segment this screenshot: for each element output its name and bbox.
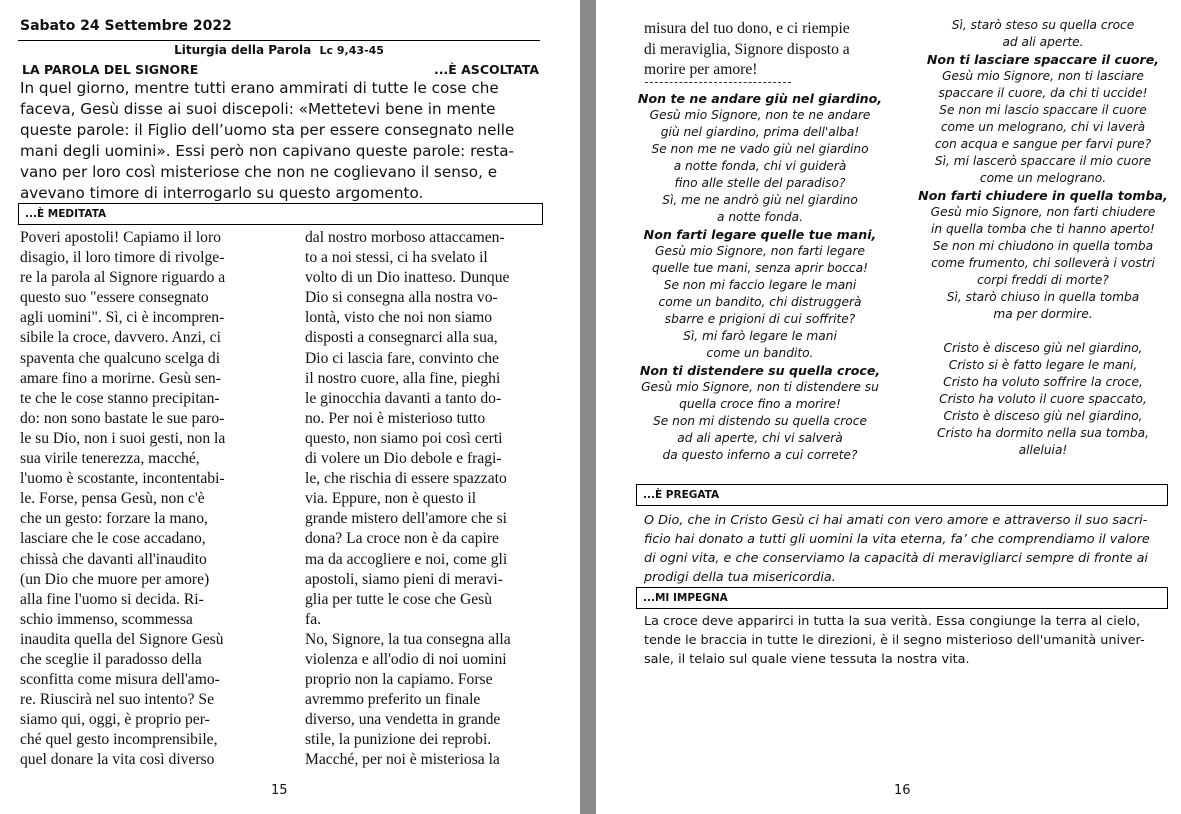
meditation-line: le, che rischia di essere spazzato [305, 470, 507, 488]
meditation-line: le su Dio, non i suoi gesti, non la [20, 429, 226, 447]
poem-line: Sì, mi farò legare le mani [683, 329, 837, 343]
poem-line: quelle tue mani, senza aprir bocca! [652, 261, 868, 275]
prayer-line: O Dio, che in Cristo Gesù ci hai amati con vero amore e attraverso il suo sacri- [644, 513, 1148, 528]
meditation-line: sua virile tenerezza, macché, [20, 450, 200, 468]
poem-line: ad ali aperte, chi vi salverà [677, 431, 843, 445]
meditation-line: lasciare che le cose accadano, [20, 530, 206, 548]
meditation-line: amare fino a morirne. Gesù sen- [20, 369, 221, 387]
poem-line: Gesù mio Signore, non ti distendere su [641, 380, 879, 394]
meditation-line: re. Riuscirà nel suo intento? Se [20, 691, 215, 709]
meditation-line: inaudita quella del Signore Gesù [20, 630, 224, 648]
meditation-line: di volere un Dio debole e fragi- [305, 450, 502, 468]
meditation-line: no. Per noi è misterioso tutto [305, 409, 486, 427]
liturgia-title [18, 43, 540, 57]
poem-line: sbarre e prigioni di cui soffrite? [664, 312, 856, 326]
meditation-line: il nostro cuore, alla fine, pieghi [305, 369, 501, 387]
meditation-line: Poveri apostoli! Capiamo il loro [20, 229, 221, 246]
gospel-line: In quel giorno, mentre tutti erano ammirati di tutte le cose che [20, 79, 499, 97]
poem-line: corpi freddi di morte? [977, 273, 1109, 287]
poem-line: Gesù mio Signore, non farti chiudere [930, 205, 1156, 219]
meditation-line: apostoli, siamo pieni di meravi- [305, 570, 503, 588]
gospel-reference: Lc 9,43-45 [319, 44, 384, 57]
poem-line: Non farti chiudere in quella tomba, [918, 188, 1168, 203]
poem-line: spaccare il cuore, da chi ti uccide! [938, 86, 1148, 100]
meditation-line: disagio, il loro timore di rivolge- [20, 249, 225, 267]
poem-line: Cristo ha voluto soffrire la croce, [943, 375, 1143, 389]
meditation-line: che un gesto: forzare la mano, [20, 510, 208, 528]
commitment-line: sale, il telaio sul quale viene tessuta la nostra vita. [644, 652, 970, 667]
poem-line: Se non mi distendo su quella croce [653, 414, 867, 428]
prayer-text [644, 511, 1164, 587]
gospel-text [20, 78, 540, 204]
meditation-line: che sceglie il paradosso della [20, 650, 202, 668]
poem-line: come un bandito. [706, 346, 814, 360]
poem-line: ad ali aperte. [1002, 35, 1084, 49]
poem-line: Gesù mio Signore, non ti lasciare [942, 69, 1144, 83]
poem-line: Cristo si è fatto legare le mani, [948, 358, 1138, 372]
poem-line: Cristo ha voluto il cuore spaccato, [939, 392, 1147, 406]
poem-line: a notte fonda. [716, 210, 803, 224]
gospel-line: vano per loro così misteriose che non ne coglievano il senso, e [20, 163, 498, 181]
parola-label: LA PAROLA DEL SIGNORE [22, 62, 199, 77]
date-header: Sabato 24 Settembre 2022 [20, 18, 232, 34]
pregata-heading: ...È PREGATA [636, 484, 1168, 506]
poem-line: come un melograno. [979, 171, 1107, 185]
poem-line: Sì, starò chiuso in quella tomba [946, 290, 1140, 304]
meditation-column-2 [305, 228, 537, 771]
meditation-line: siamo qui, oggi, è proprio per- [20, 711, 210, 729]
meditation-line: Dio ci lascia fare, convinto che [305, 349, 499, 367]
meditation-line: questo, non siamo poi così certi [305, 429, 503, 447]
poem-line: Cristo è disceso giù nel giardino, [943, 409, 1143, 423]
poem-line: Non farti legare quelle tue mani, [643, 227, 877, 242]
meditation-line: ma da accogliere e noi, come gli [305, 550, 508, 568]
meditation-line: glia per tutte le cose che Gesù [305, 590, 493, 608]
page-number-right: 16 [894, 783, 911, 798]
meditation-line: fa. [305, 610, 322, 628]
liturgia-label: Liturgia della Parola [174, 43, 312, 57]
poem-line: come un melograno, chi vi laverà [940, 120, 1146, 134]
left-page [0, 0, 580, 814]
meditation-line: chissà che davanti all'inaudito [20, 550, 207, 568]
header-rule [18, 40, 540, 41]
prayer-line: prodigi della tua misericordia. [644, 570, 836, 585]
poem-line: Sì, mi lascerò spaccare il mio cuore [934, 154, 1152, 168]
meditation-line: spaventa che qualcuno scelga di [20, 349, 221, 367]
meditation-line: le. Forse, pensa Gesù, non c'è [20, 490, 205, 508]
meditation-line: to a noi stessi, ci ha svelato il [305, 249, 488, 267]
poem-line: Non te ne andare giù nel giardino, [637, 91, 883, 106]
meditation-line: dal nostro morboso attaccamen- [305, 229, 505, 246]
meditation-line: violenza e all'odio di noi uomini [305, 650, 507, 668]
poem-line: giù nel giardino, prima dell'alba! [660, 125, 860, 139]
poem-line: Se non mi faccio legare le mani [663, 278, 857, 292]
gospel-line: mani degli uomini». Essi però non capivano queste parole: resta- [20, 142, 515, 160]
poem-line: come frumento, chi solleverà i vostri [931, 256, 1155, 270]
meditation-line: l'uomo è scostante, incontentabi- [20, 470, 225, 488]
meditation-line: Macché, per noi è misteriosa la [305, 751, 500, 769]
meditation-line: morire per amore! [644, 61, 758, 78]
poem-line: fino alle stelle del paradiso? [674, 176, 846, 190]
poem-line: Cristo ha dormito nella sua tomba, [937, 426, 1149, 440]
poem-line: Se non mi chiudono in quella tomba [932, 239, 1154, 253]
meditation-line: re la parola al Signore riguardo a [20, 269, 226, 287]
meditation-line: di meraviglia, Signore disposto a [644, 40, 850, 58]
meditation-line: quel donare la vita così diverso [20, 751, 215, 769]
meditation-line: do: non sono bastate le sue paro- [20, 409, 225, 427]
meditation-column-1 [20, 228, 256, 771]
poem-line: come un bandito, chi distruggerà [658, 295, 862, 309]
poem-stanza-gap [918, 323, 1168, 340]
poem-line: a notte fonda, chi vi guiderà [673, 159, 847, 173]
poem-line: Se non me ne vado giù nel giardino [651, 142, 869, 156]
meditation-line: No, Signore, la tua consegna alla [305, 630, 511, 648]
poem-line: Sì, me ne andrò giù nel giardino [662, 193, 858, 207]
gospel-line: avevano timore di interrogarlo su questo argomento. [20, 184, 424, 202]
poem-line: da questo inferno a cui correte? [662, 448, 858, 462]
dashed-divider [645, 82, 791, 83]
meditation-line: ché quel gesto incomprensibile, [20, 731, 218, 749]
book-gutter [580, 0, 596, 814]
meditation-line: agli uomini". Sì, ci è incompren- [20, 309, 225, 327]
impegna-heading: ...MI IMPEGNA [636, 587, 1168, 609]
poem-line: Cristo è disceso giù nel giardino, [943, 341, 1143, 355]
meditata-heading: ...È MEDITATA [18, 203, 543, 225]
poem-line: ma per dormire. [993, 307, 1093, 321]
commitment-line: La croce deve apparirci in tutta la sua verità. Essa congiunge la terra al cielo, [644, 614, 1141, 629]
meditation-line: le ginocchia davanti a tanto do- [305, 389, 502, 407]
meditation-column-3 [644, 19, 884, 81]
commitment-line: tende le braccia in tutte le direzioni, è il segno misterioso dell'umanità univer- [644, 633, 1145, 648]
meditation-line: proprio non la capiamo. Forse [305, 671, 493, 689]
meditation-line: alla fine l'uomo si decida. Ri- [20, 590, 204, 608]
meditation-line: questo suo "essere consegnato [20, 289, 209, 307]
prayer-line: di ogni vita, e che conserviamo la capacità di meravigliarci sempre di fronte ai [644, 551, 1148, 566]
meditation-line: grande mistero dell'amore che si [305, 510, 507, 528]
meditation-line: Dio si consegna alla nostra vo- [305, 289, 498, 307]
meditation-line: lontà, visto che noi non siamo [305, 309, 493, 327]
poem-line: Sì, starò steso su quella croce [951, 18, 1135, 32]
commitment-text [644, 612, 1164, 669]
poem-line: in quella tomba che ti hanno aperto! [931, 222, 1155, 236]
poem-left-column [632, 90, 888, 464]
meditation-line: volto di un Dio inatteso. Dunque [305, 269, 510, 287]
poem-right-column [918, 17, 1168, 459]
gospel-line: queste parole: il Figlio dell’uomo sta per essere consegnato nelle [20, 121, 515, 139]
poem-line: Gesù mio Signore, non te ne andare [649, 108, 871, 122]
poem-line: Non ti distendere su quella croce, [639, 363, 881, 378]
meditation-line: avremmo preferito un finale [305, 691, 481, 709]
poem-line: quella croce fino a morire! [679, 397, 841, 411]
meditation-line: (un Dio che muore per amore) [20, 570, 210, 588]
meditation-line: diverso, una vendetta in grande [305, 711, 501, 729]
meditation-line: sibile la croce, davvero. Anzi, ci [20, 329, 221, 347]
poem-line: Non ti lasciare spaccare il cuore, [926, 52, 1160, 67]
meditation-line: stile, la punizione dei reprobi. [305, 731, 492, 749]
meditation-line: te che le cose stanno precipitan- [20, 389, 220, 407]
poem-line: con acqua e sangue per farvi pure? [934, 137, 1152, 151]
meditation-line: misura del tuo dono, e ci riempie [644, 20, 850, 37]
poem-line: alleluia! [1018, 443, 1068, 457]
meditation-line: schio immenso, scommessa [20, 610, 193, 628]
meditation-line: sconfitta come misura dell'amo- [20, 671, 220, 689]
meditation-line: dona? La croce non è da capire [305, 530, 499, 548]
gospel-line: faceva, Gesù disse ai suoi discepoli: «Mettetevi bene in mente [20, 100, 496, 118]
ascoltata-label: ...È ASCOLTATA [434, 62, 539, 77]
poem-line: Se non mi lascio spaccare il cuore [939, 103, 1147, 117]
meditation-line: via. Eppure, non è questo il [305, 490, 477, 508]
poem-line: Gesù mio Signore, non farti legare [655, 244, 865, 258]
page-number-left: 15 [271, 783, 288, 798]
meditation-line: disposti a consegnarci alla sua, [305, 329, 498, 347]
prayer-line: ficio hai donato a tutti gli uomini la vita eterna, fa’ che comprendiamo il valore [644, 532, 1150, 547]
